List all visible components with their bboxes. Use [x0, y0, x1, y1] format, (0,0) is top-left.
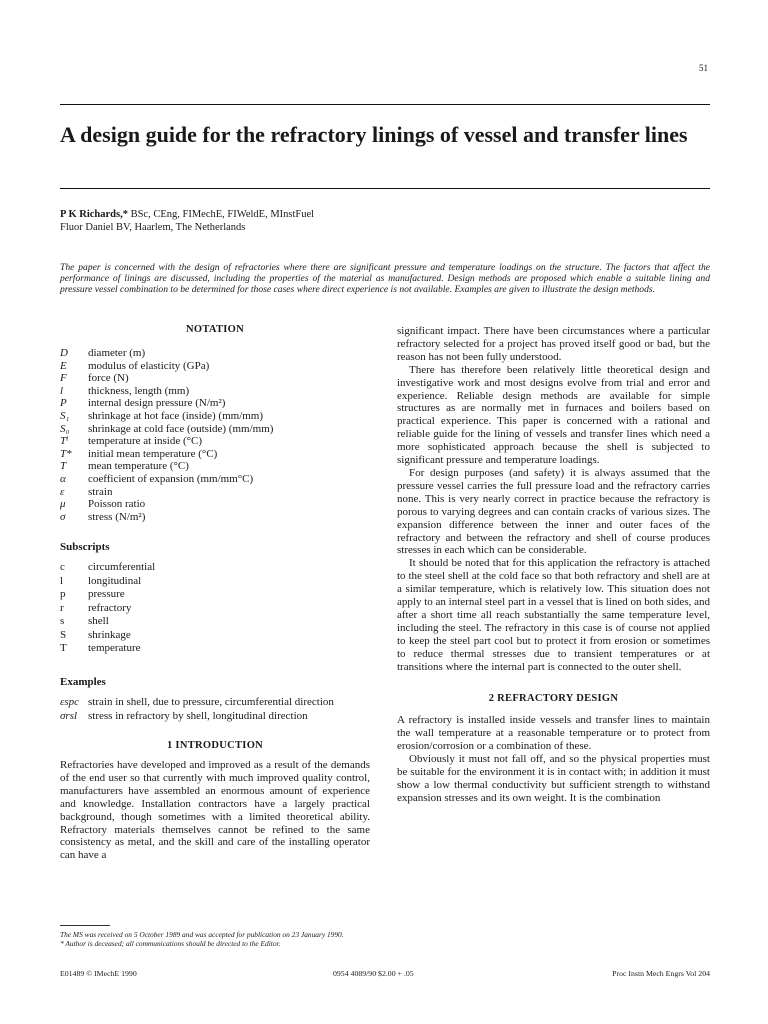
definition: modulus of elasticity (GPa) — [88, 359, 210, 372]
list-item — [60, 575, 370, 589]
definition: refractory — [88, 601, 132, 614]
author-affiliation: Fluor Daniel BV, Haarlem, The Netherlands — [60, 222, 246, 233]
definition: shrinkage at cold face (outside) (mm/mm) — [88, 422, 274, 435]
introduction-heading: 1 INTRODUCTION — [166, 740, 264, 751]
symbol: s — [60, 615, 65, 628]
list-item — [60, 588, 370, 602]
list-item — [60, 642, 370, 656]
definition: Poisson ratio — [88, 498, 146, 511]
list-item — [60, 385, 370, 398]
notation-list — [60, 347, 370, 523]
symbol: r — [60, 601, 64, 614]
page-number: 51 — [699, 63, 708, 73]
list-item — [60, 473, 370, 486]
list-item — [60, 498, 370, 511]
symbol: T* — [60, 447, 72, 460]
subscripts-list — [60, 561, 370, 656]
footer-middle: 0954 4089/90 $2.00 + .05 — [333, 969, 414, 978]
symbol: E — [60, 359, 67, 372]
footnote-rule — [60, 925, 110, 926]
examples-list — [60, 696, 370, 723]
symbol: ε — [60, 485, 65, 498]
list-item — [60, 347, 370, 360]
definition: pressure — [88, 588, 125, 601]
symbol: D — [60, 347, 68, 359]
definition: initial mean temperature (°C) — [88, 447, 218, 460]
list-item — [60, 511, 370, 524]
definition: thickness, length (mm) — [88, 384, 190, 397]
list-item — [60, 486, 370, 499]
footer-right: Proc Instn Mech Engrs Vol 204 — [612, 969, 710, 978]
list-item — [60, 397, 370, 410]
footnotes — [60, 930, 370, 948]
definition: longitudinal — [88, 574, 142, 587]
list-item — [60, 696, 370, 709]
list-item — [60, 435, 370, 448]
list-item — [60, 423, 370, 436]
list-item — [60, 448, 370, 461]
symbol: Tⁱ — [60, 435, 69, 448]
symbol: p — [60, 588, 66, 601]
definition: stress (N/m²) — [88, 510, 146, 523]
symbol: l — [60, 574, 64, 587]
author-credentials: BSc, CEng, FIMechE, FIWeldE, MInstFuel — [127, 209, 315, 220]
definition: shrinkage — [88, 628, 131, 641]
notation-heading: NOTATION — [185, 324, 245, 335]
abstract: The paper is concerned with the design of refractories where there are significant pressure and temperature loadings on the structure. The factors that affect the performance of linings are discussed, including the properties of the material as manufactured. Design methods are proposed which enable a suitable lining and pressure vessel combination to be determined for those cases where direct experience is not available. Examples are given to illustrate the design methods. — [60, 262, 710, 295]
symbol: F — [60, 372, 67, 385]
symbol: μ — [60, 498, 66, 511]
definition: circumferential — [88, 561, 156, 574]
paragraph: Obviously it must not fall off, and so the physical properties must be suitable for the environment it is in contact with; in addition it must show a low thermal conductivity but sufficient strength to withstand expansion stresses and its own weight. It is the combination — [397, 753, 710, 804]
symbol: S — [60, 628, 67, 641]
symbol: S₁ — [60, 409, 70, 422]
subscripts-heading: Subscripts — [60, 541, 110, 554]
deceased-note: * Author is deceased; all communications should be directed to the Editor. — [60, 939, 281, 948]
received-note: The MS was received on 5 October 1989 and was accepted for publication on 23 January 1990. — [60, 930, 344, 939]
definition: mean temperature (°C) — [88, 460, 189, 473]
definition: strain in shell, due to pressure, circumferential direction — [88, 695, 334, 708]
symbol: S₀ — [60, 422, 70, 435]
paragraph: A refractory is installed inside vessels and transfer lines to maintain the wall temperature at a reasonable temperature or to protect from erosion/corrosion or a combination of these. — [397, 714, 710, 753]
symbol: c — [60, 561, 65, 574]
refractory-design-heading: 2 REFRACTORY DESIGN — [488, 693, 619, 705]
list-item — [60, 410, 370, 423]
definition: strain — [88, 485, 113, 498]
symbol: σ — [60, 510, 66, 523]
list-item — [60, 360, 370, 373]
list-item — [60, 561, 370, 575]
definition: force (N) — [88, 372, 129, 385]
symbol: α — [60, 472, 66, 485]
symbol: εspc — [60, 695, 79, 708]
left-column — [60, 324, 370, 862]
paragraph: It should be noted that for this application the refractory is attached to the steel shell at the cold face so that both refractory and shell are at a similar temperature, which is relatively low. This situation does not apply to an internal steel part in a vessel that is lined on both sides, and after a short time all reach substantially the same temperature level, including the steel. The refractory in this case is of course not applied to keep the steel part cool but to protect it from erosion or sometimes to reduce thermal stresses due to transient temperatures or at transitions where the internal part is connected to the outer shell. — [397, 557, 710, 673]
list-item — [60, 615, 370, 629]
symbol: T — [60, 460, 67, 473]
author-name: P K Richards,* — [60, 209, 128, 220]
footer-left: E01489 © IMechE 1990 — [60, 969, 137, 978]
author-line — [60, 208, 314, 221]
definition: shell — [88, 615, 109, 628]
definition: shrinkage at hot face (inside) (mm/mm) — [88, 409, 264, 422]
paragraph: significant impact. There have been circumstances where a particular refractory selected for a project has proved itself good or bad, but the reason has not been fully understood. — [397, 325, 710, 363]
symbol: l — [60, 384, 64, 397]
list-item — [60, 602, 370, 616]
right-column — [397, 325, 710, 805]
definition: temperature — [88, 642, 141, 655]
definition: diameter (m) — [88, 347, 146, 359]
list-item — [60, 372, 370, 385]
symbol: P — [60, 397, 67, 410]
examples-heading: Examples — [60, 675, 106, 688]
paragraph: For design purposes (and safety) it is always assumed that the pressure vessel carries the full pressure load and the refractory carries none. This is very nearly correct in practice because the refractory is porous to varying degrees and can contain cracks of various sizes. The expansion difference between the inner and outer faces of the refractory and between the refractory and shell of course produces stresses in each which can be considerable. — [397, 466, 710, 557]
definition: temperature at inside (°C) — [88, 435, 203, 448]
list-item — [60, 460, 370, 473]
list-item — [60, 629, 370, 643]
symbol: σrsl — [60, 710, 78, 723]
definition: internal design pressure (N/m²) — [88, 397, 226, 410]
definition: stress in refractory by shell, longitudinal direction — [88, 710, 308, 723]
symbol: T — [60, 642, 67, 655]
title-rule — [60, 188, 710, 189]
introduction-text: Refractories have developed and improved as a result of the demands of the end user so that currently with much improved quality control, manufacturers have assembled an enormous amount of experience and knowledge. Installation contractors have a largely practical background, though sometimes with a limited theoretical ability. Refractory materials themselves cannot be refined to the same consistency as metal, and the skill and care of the installing operator can have a — [60, 759, 370, 862]
page-footer — [60, 969, 710, 981]
paper-title: A design guide for the refractory linings of vessel and transfer lines — [60, 122, 688, 147]
list-item — [60, 710, 370, 723]
paragraph: There has therefore been relatively little theoretical design and investigative work and most designs evolve from trial and error and experience. Reliable design methods are available for simple structures as are normally met in furnaces and boilers based on practical experience. This paper is concerned with a rational and reliable guide for the lining of vessels and transfer lines which need a more sophisticated approach because the shell is subjected to significant pressure and temperature loadings. — [397, 363, 710, 467]
header-rule — [60, 104, 710, 105]
definition: coefficient of expansion (mm/mm°C) — [88, 472, 254, 485]
